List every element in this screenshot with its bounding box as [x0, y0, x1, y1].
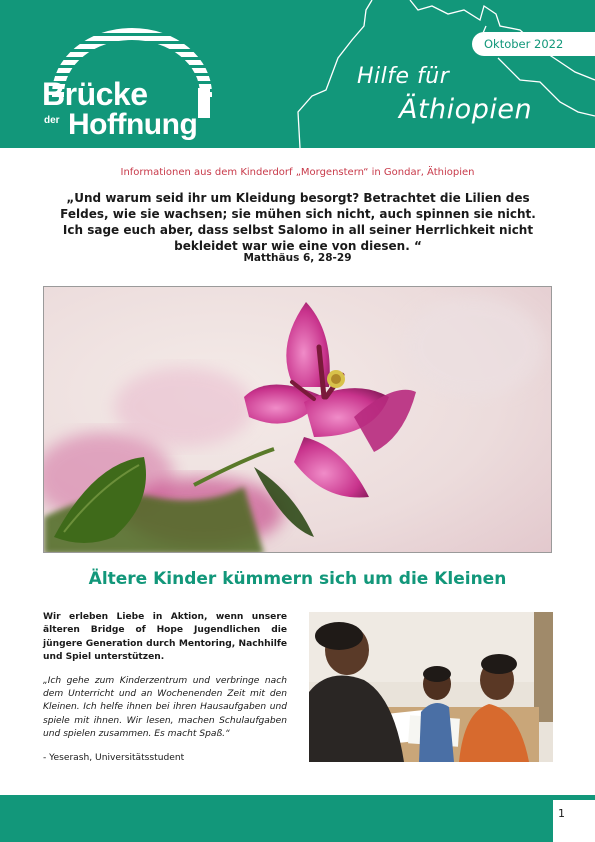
- article-lead: Wir erleben Liebe in Aktion, wenn unsere älteren Bridge of Hope Jugendlichen die jüngere Generation durch Mentoring, Nachhilfe und Spiel unterstützen.: [43, 612, 287, 663]
- children-photo: [309, 612, 553, 762]
- bougainvillea-photo: [43, 286, 552, 553]
- section-title: Ältere Kinder kümmern sich um die Kleinen: [88, 569, 507, 589]
- logo-text-hoffnung: Hoffnung: [68, 108, 198, 141]
- info-line: Informationen aus dem Kinderdorf „Morgenstern“ in Gondar, Äthiopien: [120, 167, 475, 178]
- header-title-line2: Äthiopien: [399, 94, 533, 125]
- page-number: 1: [558, 807, 565, 820]
- header-band: [0, 0, 595, 148]
- logo-text-bruecke: Brücke: [42, 76, 148, 112]
- header-title-line1: Hilfe für: [357, 64, 450, 89]
- footer-band: [0, 795, 595, 842]
- logo-text-der: der: [44, 115, 60, 126]
- testimonial-quote: „Ich gehe zum Kinderzentrum und verbringe nach dem Unterricht und an Wochenenden Zeit mit den Kleinen. Ich helfe ihnen bei ihren Hausaufgaben und spiele mit ihnen. Wir lesen, machen Schulaufgaben und spielen zusammen. Es macht Spaß.“: [43, 675, 287, 740]
- testimonial-attribution: - Yeserash, Universitätsstudent: [43, 752, 185, 763]
- page-number-divider: [551, 800, 553, 842]
- quote-reference: Matthäus 6, 28-29: [243, 252, 352, 264]
- logo: [40, 28, 220, 146]
- article-text: [43, 611, 287, 775]
- bible-quote: „Und warum seid ihr um Kleidung besorgt? Betrachtet die Lilien des Feldes, wie sie wachsen; sie mühen sich nicht, auch spinnen sie nicht. Ich sage euch aber, dass selbst Salomo in all seiner Herrlichkeit nicht bekleidet war wie eine von diesen. “: [60, 191, 536, 253]
- issue-date-badge: Oktober 2022: [472, 32, 595, 56]
